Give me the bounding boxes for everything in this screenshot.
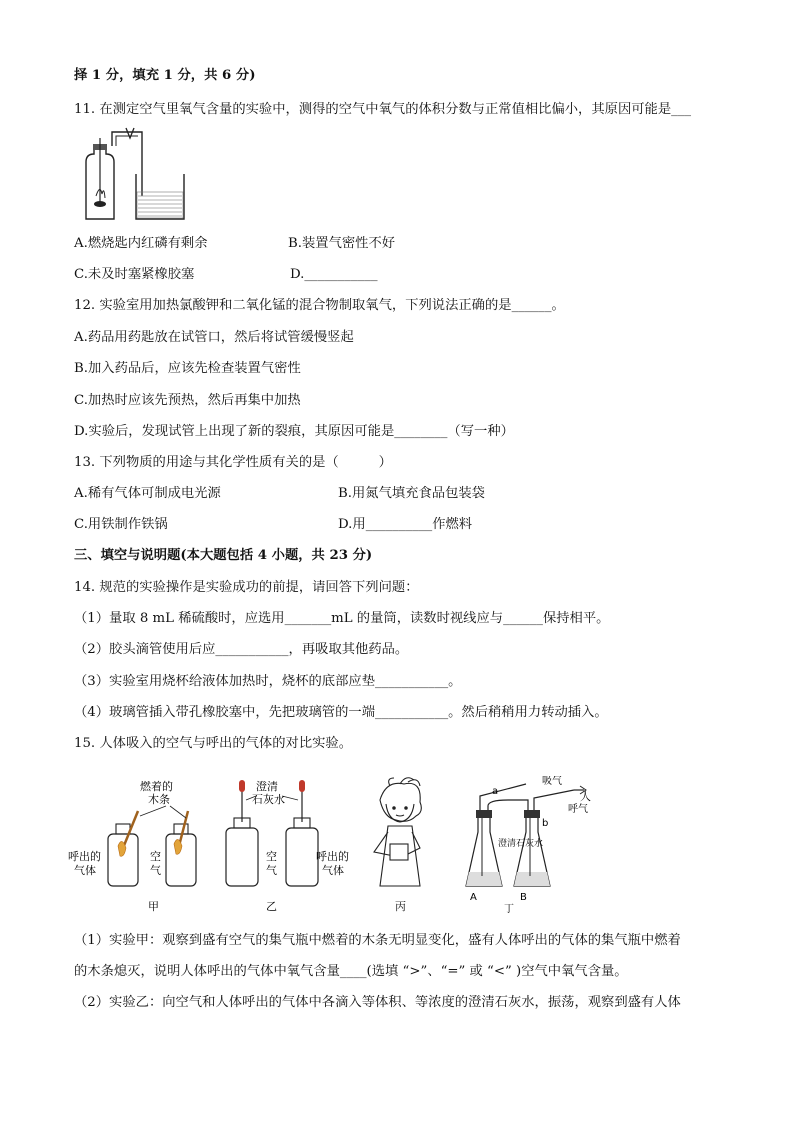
question-11-stem: 11. 在测定空气里氧气含量的实验中，测得的空气中氧气的体积分数与正常值相比偏小，其原因可能是___ [74,102,692,117]
question-11-option-a: A.燃烧匙内红磷有剩余 [74,236,208,251]
question-14-part-1: （1）量取 8 mL 稀硫酸时，应选用_______mL 的量筒，读数时视线应与______保持相平。 [74,611,610,626]
question-14-part-2: （2）胶头滴管使用后应___________，再吸取其他药品。 [74,642,409,657]
question-12-option-b: B.加入药品后，应该先检查装置气密性 [74,361,301,376]
jia-label-exhaled-1: 呼出的 [68,850,101,863]
yi-label-exhaled-2: 气体 [322,864,344,877]
jia-label-air-1: 空 [150,850,161,863]
yi-label-exhaled-1: 呼出的 [316,850,349,863]
caption-ding: 丁 [504,904,514,915]
ding-label-flask-b: B [520,892,527,903]
jia-label-stick: 木条 [148,793,170,806]
yi-label-limewater-1: 澄清 [256,780,278,793]
experiment-ding-diagram [466,776,591,915]
ding-label-limewater: 澄清石灰水 [498,839,544,849]
section-header-tail: 择 1 分，填充 1 分，共 6 分) [74,68,256,83]
question-15-part-1-line-2: 的木条熄灭，说明人体呼出的气体中氧气含量____(选填 “>”、“=” 或 “<” )空气中氧气含量。 [74,964,628,979]
question-12-stem: 12. 实验室用加热氯酸钾和二氧化锰的混合物制取氧气，下列说法正确的是______。 [74,298,565,313]
experiment-bing-girl-illustration [374,778,421,913]
question-14-part-3: （3）实验室用烧杯给液体加热时，烧杯的底部应垫___________。 [74,674,462,689]
yi-label-air-1: 空 [266,850,277,863]
question-12-option-d: D.实验后，发现试管上出现了新的裂痕，其原因可能是________（写一种） [74,424,514,439]
question-13-option-c: C.用铁制作铁锅 [74,517,168,532]
jia-label-exhaled-2: 气体 [74,864,96,877]
question-11-option-c: C.未及时塞紧橡胶塞 [74,267,195,282]
breath-comparison-experiments-figure [68,776,728,918]
question-11-option-d: D.___________ [290,267,378,282]
question-14-part-4: （4）玻璃管插入带孔橡胶塞中，先把玻璃管的一端___________。然后稍稍用力转动插入。 [74,705,608,720]
caption-yi: 乙 [266,900,277,913]
question-15-stem: 15. 人体吸入的空气与呼出的气体的对比实验。 [74,736,353,751]
yi-label-limewater-2: 石灰水 [252,793,285,806]
jia-label-air-2: 气 [150,864,161,877]
question-12-option-c: C.加热时应该先预热，然后再集中加热 [74,393,301,408]
caption-jia: 甲 [148,900,159,913]
jia-label-burning: 燃着的 [140,780,173,793]
ding-label-person: 人 [580,790,591,803]
question-15-part-2-line-1: （2）实验乙：向空气和人体呼出的气体中各滴入等体积、等浓度的澄清石灰水，振荡，观察到盛有人体 [74,995,681,1010]
oxygen-content-apparatus-figure [72,124,192,224]
caption-bing: 丙 [395,900,406,913]
ding-label-exhale: 呼气 [568,804,588,815]
question-13-option-a: A.稀有气体可制成电光源 [74,486,221,501]
ding-label-port-a: a [492,786,499,797]
experiment-yi-diagram [226,779,349,913]
ding-label-inhale: 吸气 [542,776,562,787]
question-12-option-a: A.药品用药匙放在试管口，然后将试管缓慢竖起 [74,330,354,345]
ding-label-flask-a: A [470,892,477,903]
question-13-stem: 13. 下列物质的用途与其化学性质有关的是（ ） [74,455,392,470]
question-15-part-1-line-1: （1）实验甲：观察到盛有空气的集气瓶中燃着的木条无明显变化，盛有人体呼出的气体的集气瓶中燃着 [74,933,681,948]
question-14-stem: 14. 规范的实验操作是实验成功的前提，请回答下列问题： [74,580,419,595]
question-11-option-b: B.装置气密性不好 [288,236,396,251]
question-13-option-b: B.用氮气填充食品包装袋 [338,486,485,501]
yi-label-air-2: 气 [266,864,277,877]
experiment-jia-diagram [68,779,196,913]
section-three-heading: 三、填空与说明题(本大题包括 4 小题，共 23 分) [74,548,373,563]
ding-label-port-b: b [542,818,549,829]
question-13-option-d: D.用__________作燃料 [338,517,473,532]
